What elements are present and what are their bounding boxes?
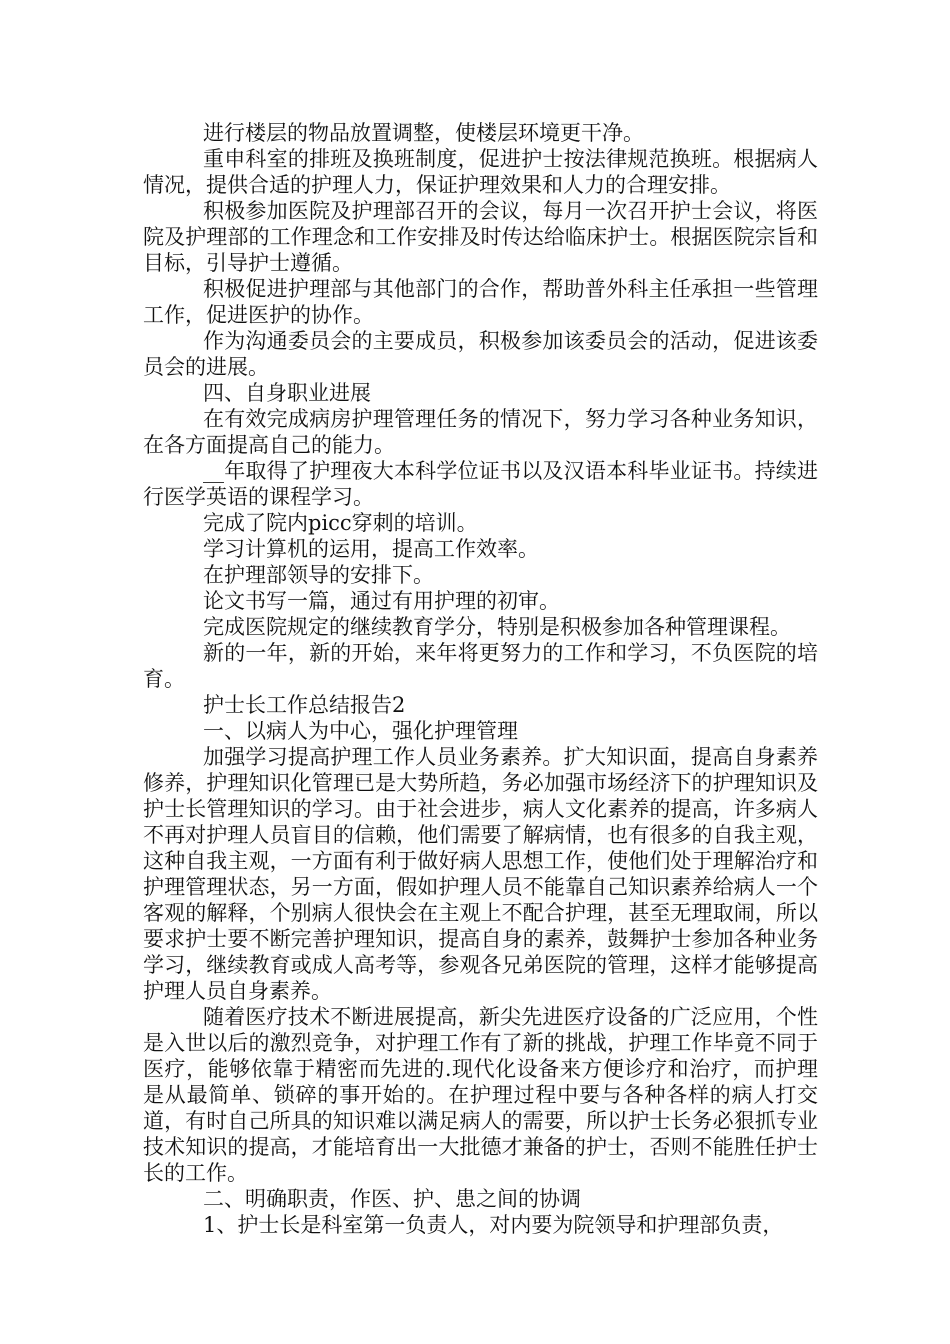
paragraph-14: 加强学习提高护理工作人员业务素养。扩大知识面，提高自身素养修养，护理知识化管理已是大势所趋，务必加强市场经济下的护理知识及护士长管理知识的学习。由于社会进步，病人文化素养的提高，许多病人不再对护理人员盲目的信赖，他们需要了解病情，也有很多的自我主观，这种自我主观，一方面有利于做好病人思想工作，使他们处于理解治疗和护理管理状态，另一方面，假如护理人员不能靠自己知识素养给病人一个客观的解释，个别病人很快会在主观上不配合护理，甚至无理取闹，所以要求护士要不断完善护理知识，提高自身的素养，鼓舞护士参加各种业务学习，继续教育或成人高考等，参观各兄弟医院的管理，这样才能够提高护理人员自身素养。 [143, 745, 818, 1003]
paragraph-12: 完成医院规定的继续教育学分，特别是积极参加各种管理课程。 [203, 615, 791, 639]
paragraph-8: 完成了院内picc穿刺的培训。 [203, 511, 478, 535]
paragraph-5: 作为沟通委员会的主要成员，积极参加该委员会的活动，促进该委员会的进展。 [143, 329, 818, 379]
paragraph-10: 在护理部领导的安排下。 [203, 563, 434, 587]
paragraph-13: 新的一年，新的开始，来年将更努力的工作和学习，不负医院的培育。 [143, 641, 818, 691]
section-heading-1: 一、以病人为中心，强化护理管理 [203, 719, 518, 743]
paragraph-3: 积极参加医院及护理部召开的会议，每月一次召开护士会议，将医院及护理部的工作理念和工作安排及时传达给临床护士。根据医院宗旨和目标，引导护士遵循。 [143, 199, 818, 275]
paragraph-2: 重申科室的排班及换班制度，促进护士按法律规范换班。根据病人情况，提供合适的护理人力，保证护理效果和人力的合理安排。 [143, 147, 818, 197]
paragraph-9: 学习计算机的运用，提高工作效率。 [203, 537, 539, 561]
section-heading-4: 四、自身职业进展 [203, 381, 371, 405]
paragraph-11: 论文书写一篇，通过有用护理的初审。 [203, 589, 560, 613]
paragraph-6: 在有效完成病房护理管理任务的情况下，努力学习各种业务知识，在各方面提高自己的能力。 [143, 407, 818, 457]
paragraph-15: 随着医疗技术不断进展提高，新尖先进医疗设备的广泛应用，个性是入世以后的激烈竞争，对护理工作有了新的挑战，护理工作毕竟不同于医疗，能够依靠于精密而先进的.现代化设备来方便诊疗和治疗，而护理是从最简单、锁碎的事开始的。在护理过程中要与各种各样的病人打交道，有时自己所具的知识难以满足病人的需要，所以护士长务必狠抓专业技术知识的提高，才能培育出一大批德才兼备的护士，否则不能胜任护士长的工作。 [143, 1005, 818, 1185]
paragraph-7: __年取得了护理夜大本科学位证书以及汉语本科毕业证书。持续进行医学英语的课程学习。 [143, 459, 818, 509]
paragraph-1: 进行楼层的物品放置调整，使楼层环境更干净。 [203, 121, 644, 145]
document-page [143, 120, 818, 1238]
paragraph-16: 1、护士长是科室第一负责人，对内要为院领导和护理部负责， [203, 1213, 784, 1237]
section-heading-2: 二、明确职责，作医、护、患之间的协调 [203, 1187, 581, 1211]
paragraph-4: 积极促进护理部与其他部门的合作，帮助普外科主任承担一些管理工作，促进医护的协作。 [143, 277, 818, 327]
report-title-2: 护士长工作总结报告2 [203, 693, 406, 717]
